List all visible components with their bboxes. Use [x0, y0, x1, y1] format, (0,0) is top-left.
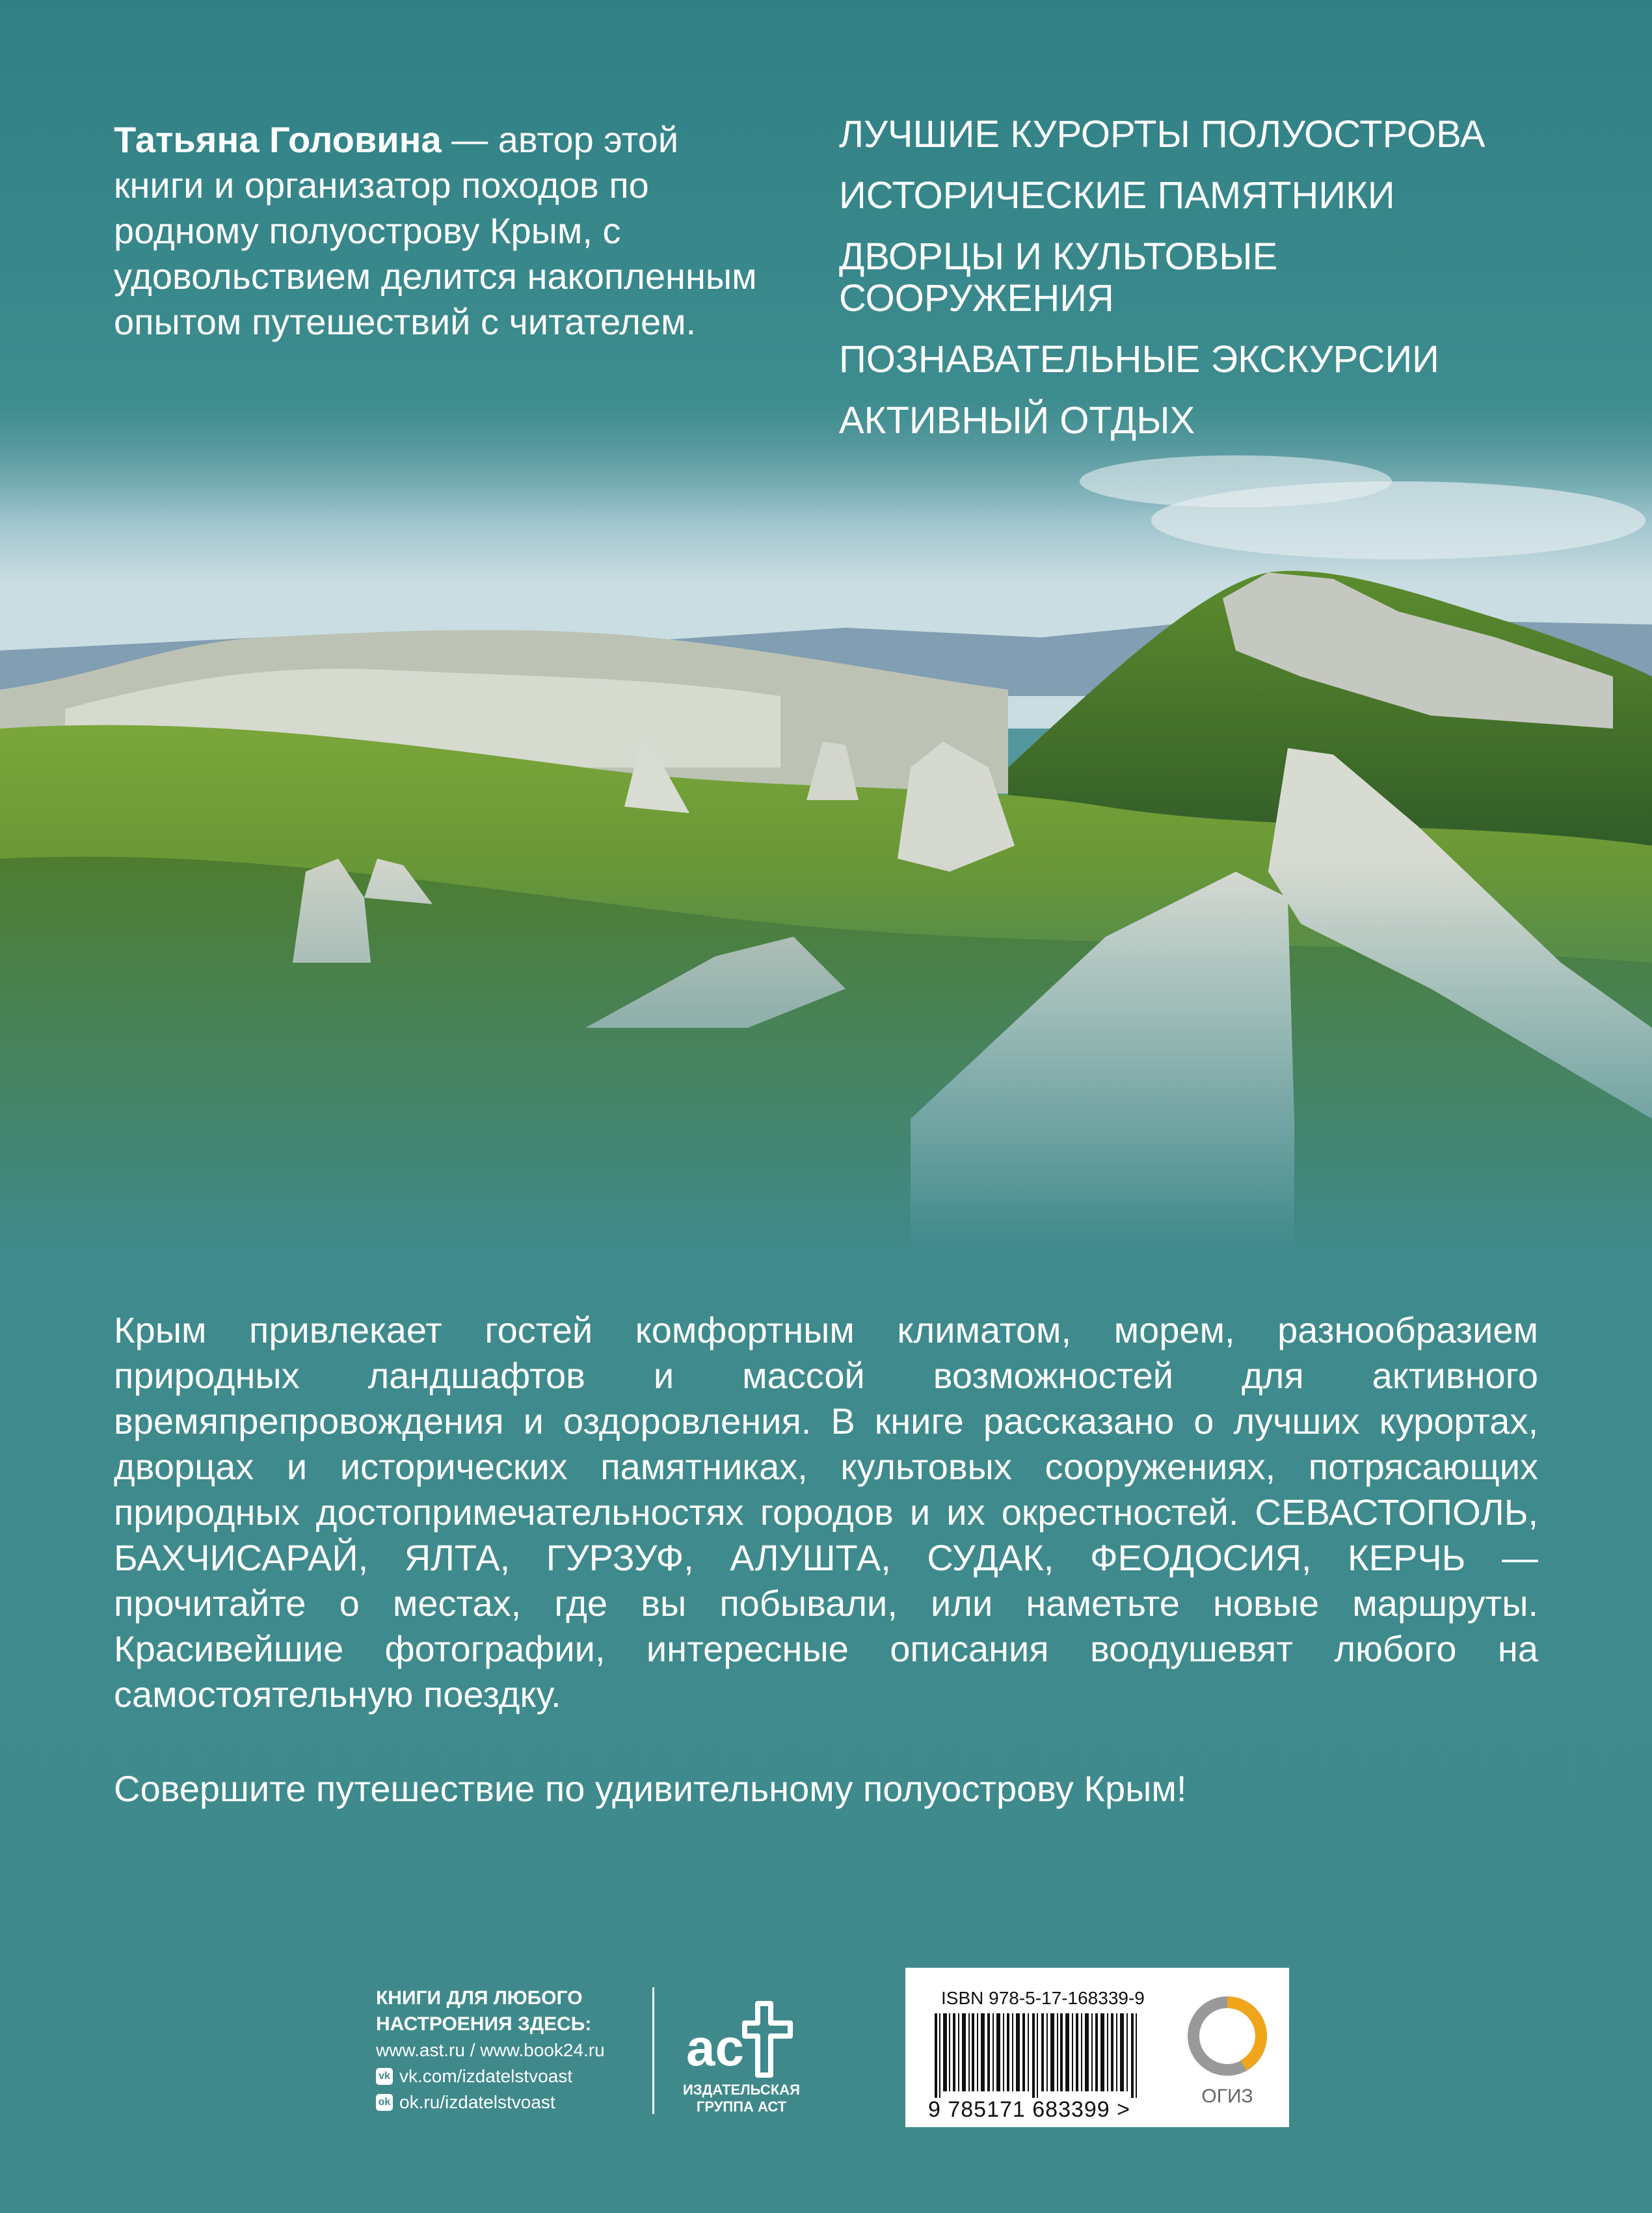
publisher-name-line2: ГРУППА АСТ — [696, 2099, 787, 2115]
topic-item: ДВОРЦЫ И КУЛЬТОВЫЕ СООРУЖЕНИЯ — [839, 235, 1278, 319]
barcode-icon — [935, 2013, 1156, 2098]
topics-list — [839, 114, 1587, 461]
author-name: Татьяна Головина — [114, 119, 442, 160]
ok-icon: ok — [376, 2094, 393, 2111]
topic-item: АКТИВНЫЙ ОТДЫХ — [839, 399, 1195, 442]
links-heading-line1: КНИГИ ДЛЯ ЛЮБОГО — [376, 1987, 583, 2009]
ogiz-label: ОГИЗ — [1201, 2086, 1253, 2107]
ast-logo-icon — [673, 1984, 810, 2082]
isbn-barcode-panel — [905, 1968, 1289, 2127]
book-description: Крым привлекает гостей комфортным климатом, морем, разнообразием природных ландшафтов и массой возможностей для активного времяпрепровождения и оздоровления. В книге рассказано о лучших курортах, дворцах и исторических памятниках, культовых сооружениях, потрясающих природных достопримечательностях городов и их окрестностей. СЕВАСТОПОЛЬ, БАХЧИСАРАЙ, ЯЛТА, ГУРЗУФ, АЛУШТА, СУДАК, ФЕОДОСИЯ, КЕРЧЬ — прочитайте о местах, где вы побывали, или наметьте новые маршруты. Красивейшие фотографии, интересные описания воодушевят любого на самостоятельную поездку. — [114, 1309, 1538, 1715]
vk-link[interactable]: vk.com/izdatelstvoast — [399, 2066, 573, 2086]
ast-publisher-logo — [673, 1984, 810, 2114]
mountain-landscape-photo — [0, 403, 1652, 1249]
topic-item: ЛУЧШИЕ КУРОРТЫ ПОЛУОСТРОВА — [839, 113, 1485, 155]
isbn-label: ISBN 978-5-17-168339-9 — [941, 1988, 1145, 2008]
landscape-illustration — [0, 403, 1652, 1249]
ok-link[interactable]: ok.ru/izdatelstvoast — [399, 2092, 555, 2112]
barcode-digits: 9 785171 683399 > — [928, 2097, 1131, 2122]
topic-item: ИСТОРИЧЕСКИЕ ПАМЯТНИКИ — [839, 174, 1395, 217]
author-bio-text: — автор этой книги и организатор походов по родному полуострову Крым, с удовольствием делится накопленным опытом путешествий с читателем. — [114, 119, 757, 342]
links-heading-line2: НАСТРОЕНИЯ ЗДЕСЬ: — [376, 2013, 592, 2035]
vk-link-row[interactable] — [376, 2063, 636, 2089]
ogiz-logo — [1179, 1991, 1276, 2111]
vk-icon: vk — [376, 2068, 393, 2085]
author-bio — [114, 117, 758, 345]
ogiz-ring-icon — [1179, 1991, 1276, 2085]
website-links[interactable]: www.ast.ru / www.book24.ru — [376, 2040, 605, 2060]
topic-item: ПОЗНАВАТЕЛЬНЫЕ ЭКСКУРСИИ — [839, 338, 1439, 381]
ok-link-row[interactable] — [376, 2089, 636, 2115]
publisher-links — [376, 1985, 636, 2115]
call-to-action: Совершите путешествие по удивительному полуострову Крым! — [114, 1768, 1187, 1809]
publisher-name-line1: ИЗДАТЕЛЬСКАЯ — [683, 2082, 800, 2098]
svg-text:ac: ac — [686, 2019, 744, 2076]
footer-divider — [652, 1987, 654, 2114]
